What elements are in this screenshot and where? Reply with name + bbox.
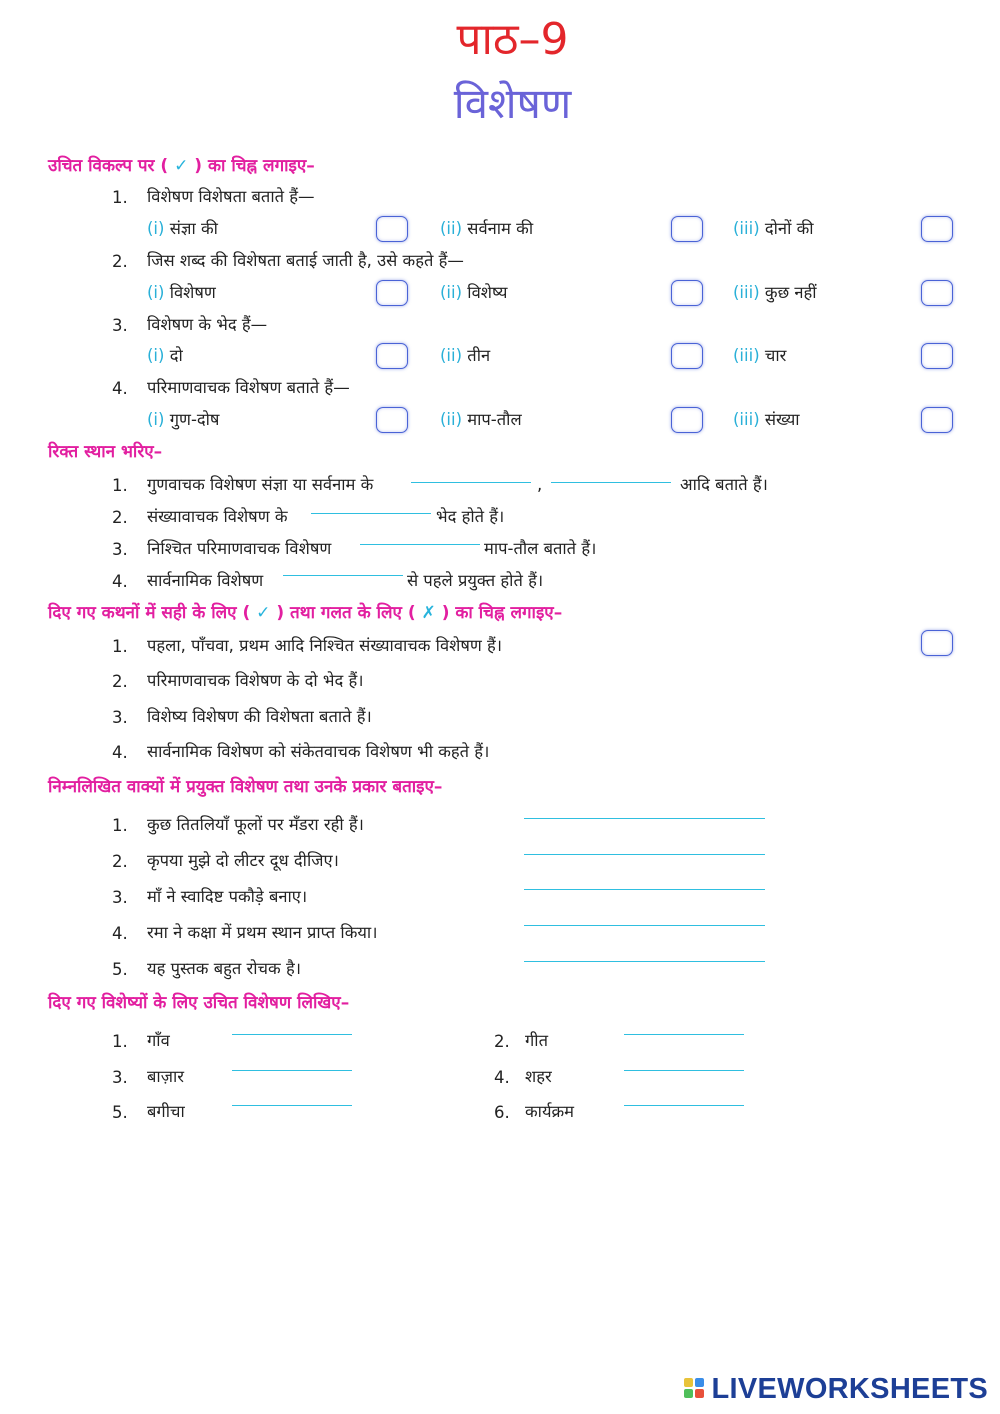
- question-number: 3.: [112, 316, 128, 335]
- noun-text: बाज़ार: [147, 1067, 184, 1086]
- option-label: (ii) सर्वनाम की: [440, 219, 534, 238]
- answer-line[interactable]: [524, 889, 765, 890]
- fill-text-after: माप-तौल बताते हैं।: [484, 539, 597, 558]
- answer-line[interactable]: [624, 1070, 744, 1071]
- option-label: (ii) तीन: [440, 346, 491, 365]
- answer-line[interactable]: [232, 1105, 352, 1106]
- question-number: 3.: [112, 540, 128, 559]
- fill-blank-line[interactable]: [283, 575, 403, 576]
- noun-text: शहर: [525, 1067, 552, 1086]
- section1-heading: [48, 155, 315, 177]
- answer-line[interactable]: [524, 961, 765, 962]
- sentence-text: यह पुस्तक बहुत रोचक है।: [147, 959, 301, 978]
- option-label: (iii) कुछ नहीं: [733, 283, 817, 302]
- statement-text: पहला, पाँचवा, प्रथम आदि निश्चित संख्यावाचक विशेषण हैं।: [147, 636, 503, 655]
- cross-mark-icon: ✗: [421, 603, 436, 623]
- answer-line[interactable]: [232, 1034, 352, 1035]
- fill-blank-line[interactable]: [551, 482, 671, 483]
- answer-checkbox[interactable]: [671, 216, 703, 242]
- fill-text-after: भेद होते हैं।: [436, 507, 505, 526]
- statement-text: विशेष्य विशेषण की विशेषता बताते हैं।: [147, 707, 372, 726]
- brand-logo-area[interactable]: [684, 1374, 989, 1404]
- fill-text-before: गुणवाचक विशेषण संज्ञा या सर्वनाम के: [147, 475, 374, 494]
- answer-checkbox[interactable]: [671, 343, 703, 369]
- noun-text: गीत: [525, 1031, 548, 1050]
- section5-heading: दिए गए विशेष्यों के लिए उचित विशेषण लिखिए–: [48, 993, 350, 1013]
- answer-line[interactable]: [232, 1070, 352, 1071]
- question-text: विशेषण विशेषता बताते हैं—: [147, 187, 315, 206]
- question-number: 2.: [494, 1032, 510, 1051]
- answer-line[interactable]: [624, 1034, 744, 1035]
- question-number: 5.: [112, 1103, 128, 1122]
- noun-text: बगीचा: [147, 1102, 185, 1121]
- question-number: 5.: [112, 960, 128, 979]
- question-number: 3.: [112, 708, 128, 727]
- answer-checkbox[interactable]: [376, 343, 408, 369]
- fill-text-before: सार्वनामिक विशेषण: [147, 571, 264, 590]
- question-text: जिस शब्द की विशेषता बताई जाती है, उसे कहते हैं—: [147, 251, 464, 270]
- brand-name: LIVEWORKSHEETS: [711, 1373, 988, 1405]
- question-text: विशेषण के भेद हैं—: [147, 315, 268, 334]
- answer-line[interactable]: [524, 854, 765, 855]
- question-number: 1.: [112, 188, 128, 207]
- question-number: 1.: [112, 816, 128, 835]
- answer-line[interactable]: [624, 1105, 744, 1106]
- section1-heading-post: ) का चिह्न लगाइए–: [194, 156, 315, 176]
- option-label: (i) विशेषण: [147, 283, 216, 302]
- option-label: (iii) दोनों की: [733, 219, 814, 238]
- section3-heading-mid: ) तथा गलत के लिए (: [276, 603, 416, 623]
- question-number: 3.: [112, 888, 128, 907]
- answer-checkbox[interactable]: [921, 407, 953, 433]
- check-mark-icon: ✓: [174, 156, 189, 176]
- question-number: 2.: [112, 852, 128, 871]
- question-text: परिमाणवाचक विशेषण बताते हैं—: [147, 378, 350, 397]
- option-label: (iii) चार: [733, 346, 787, 365]
- noun-text: कार्यक्रम: [525, 1102, 575, 1121]
- answer-checkbox[interactable]: [921, 280, 953, 306]
- question-number: 4.: [112, 743, 128, 762]
- question-number: 6.: [494, 1103, 510, 1122]
- sentence-text: कुछ तितलियाँ फूलों पर मँडरा रही हैं।: [147, 815, 364, 834]
- question-number: 4.: [112, 924, 128, 943]
- option-label: (ii) विशेष्य: [440, 283, 508, 302]
- option-label: (iii) संख्या: [733, 410, 800, 429]
- fill-blank-line[interactable]: [411, 482, 531, 483]
- section3-heading-post: ) का चिह्न लगाइए–: [441, 603, 563, 623]
- topic-title: विशेषण: [453, 79, 572, 128]
- liveworksheets-logo-icon: [684, 1378, 706, 1400]
- check-mark-icon: ✓: [256, 603, 271, 623]
- section3-heading: [48, 602, 562, 624]
- statement-text: परिमाणवाचक विशेषण के दो भेद हैं।: [147, 671, 364, 690]
- lesson-title: पाठ–9: [456, 14, 569, 65]
- answer-checkbox[interactable]: [921, 343, 953, 369]
- answer-checkbox[interactable]: [376, 216, 408, 242]
- option-label: (ii) माप-तौल: [440, 410, 522, 429]
- sentence-text: कृपया मुझे दो लीटर दूध दीजिए।: [147, 851, 339, 870]
- question-number: 2.: [112, 508, 128, 527]
- sentence-text: माँ ने स्वादिष्ट पकौड़े बनाए।: [147, 887, 308, 906]
- answer-checkbox[interactable]: [376, 407, 408, 433]
- question-number: 4.: [494, 1068, 510, 1087]
- fill-blank-line[interactable]: [360, 544, 480, 545]
- answer-checkbox[interactable]: [921, 216, 953, 242]
- fill-text-after: आदि बताते हैं।: [680, 475, 768, 494]
- option-label: (i) दो: [147, 346, 183, 365]
- section3-heading-pre: दिए गए कथनों में सही के लिए (: [48, 603, 251, 623]
- section4-heading: निम्नलिखित वाक्यों में प्रयुक्त विशेषण तथा उनके प्रकार बताइए–: [48, 777, 443, 797]
- fill-text-before: संख्यावाचक विशेषण के: [147, 507, 288, 526]
- statement-text: सार्वनामिक विशेषण को संकेतवाचक विशेषण भी कहते हैं।: [147, 742, 490, 761]
- section2-heading: रिक्त स्थान भरिए–: [48, 442, 163, 462]
- answer-line[interactable]: [524, 818, 765, 819]
- answer-checkbox[interactable]: [921, 630, 953, 656]
- question-number: 1.: [112, 1032, 128, 1051]
- question-number: 2.: [112, 252, 128, 271]
- answer-checkbox[interactable]: [376, 280, 408, 306]
- answer-checkbox[interactable]: [671, 407, 703, 433]
- fill-text-before: निश्चित परिमाणवाचक विशेषण: [147, 539, 332, 558]
- noun-text: गाँव: [147, 1031, 170, 1050]
- fill-text-after: से पहले प्रयुक्त होते हैं।: [407, 571, 544, 590]
- section1-heading-pre: उचित विकल्प पर (: [48, 156, 169, 176]
- answer-line[interactable]: [524, 925, 765, 926]
- question-number: 4.: [112, 379, 128, 398]
- sentence-text: रमा ने कक्षा में प्रथम स्थान प्राप्त किया।: [147, 923, 378, 942]
- question-number: 3.: [112, 1068, 128, 1087]
- fill-comma: ,: [537, 475, 543, 494]
- option-label: (i) गुण-दोष: [147, 410, 220, 429]
- fill-blank-line[interactable]: [311, 513, 431, 514]
- question-number: 2.: [112, 672, 128, 691]
- question-number: 4.: [112, 572, 128, 591]
- question-number: 1.: [112, 476, 128, 495]
- question-number: 1.: [112, 637, 128, 656]
- option-label: (i) संज्ञा की: [147, 219, 218, 238]
- answer-checkbox[interactable]: [671, 280, 703, 306]
